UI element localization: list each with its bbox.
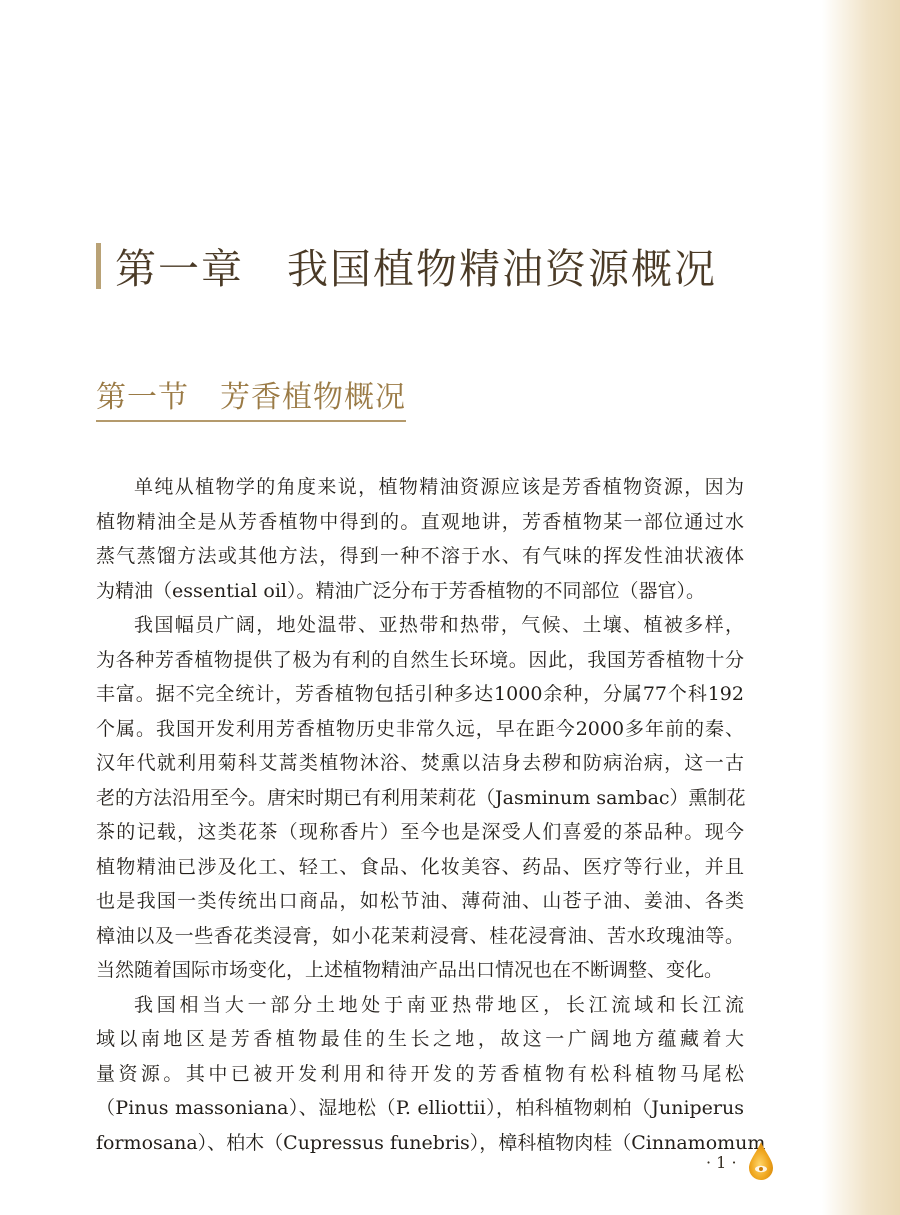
page-edge-shading xyxy=(822,0,900,1215)
text-line: 植物精油全是从芳香植物中得到的。直观地讲，芳香植物某一部位通过水 xyxy=(96,510,744,533)
section-title: 第一节 芳香植物概况 xyxy=(96,372,406,422)
text-line: formosana）、柏木（Cupressus funebris），樟科植物肉桂（Cinnamomum xyxy=(96,1131,766,1154)
text-line: 丰富。据不完全统计，芳香植物包括引种多达1000余种，分属77个科192 xyxy=(96,683,744,705)
text-line: 量资源。其中已被开发利用和待开发的芳香植物有松科植物马尾松 xyxy=(96,1062,744,1085)
body-text xyxy=(96,470,766,1160)
text-line: 我国幅员广阔，地处温带、亚热带和热带，气候、土壤、植被多样， xyxy=(134,614,744,636)
text-line: 老的方法沿用至今。唐宋时期已有利用茉莉花（Jasminum sambac）熏制花 xyxy=(96,786,746,809)
text-line: 为精油（essential oil）。精油广泛分布于芳香植物的不同部位（器官）。 xyxy=(96,579,705,602)
text-line: 蒸气蒸馏方法或其他方法，得到一种不溶于水、有气味的挥发性油状液体 xyxy=(96,545,744,567)
text-line: 茶的记载，这类花茶（现称香片）至今也是深受人们喜爱的茶品种。现今 xyxy=(96,821,744,843)
page-number: · 1 · xyxy=(706,1153,737,1172)
text-line: 为各种芳香植物提供了极为有利的自然生长环境。因此，我国芳香植物十分 xyxy=(96,648,744,671)
chapter-bar xyxy=(96,243,101,289)
text-line: 也是我国一类传统出口商品，如松节油、薄荷油、山苍子油、姜油、各类 xyxy=(96,890,744,912)
text-line: 个属。我国开发利用芳香植物历史非常久远，早在距今2000多年前的秦、 xyxy=(96,717,744,740)
text-line: 域以南地区是芳香植物最佳的生长之地，故这一广阔地方蕴藏着大 xyxy=(96,1028,744,1050)
text-line: 我国相当大一部分土地处于南亚热带地区，长江流域和长江流 xyxy=(134,993,744,1016)
text-line: 单纯从植物学的角度来说，植物精油资源应该是芳香植物资源，因为 xyxy=(134,476,744,498)
chapter-title: 第一章 我国植物精油资源概况 xyxy=(115,245,717,293)
text-line: （Pinus massoniana）、湿地松（P. elliottii），柏科植物刺柏（Juniperus xyxy=(96,1097,744,1119)
oil-drop-icon xyxy=(747,1140,775,1182)
text-line: 汉年代就利用菊科艾蒿类植物沐浴、焚熏以洁身去秽和防病治病，这一古 xyxy=(96,752,744,774)
text-line: 樟油以及一些香花类浸膏，如小花茉莉浸膏、桂花浸膏油、苦水玫瑰油等。 xyxy=(96,924,744,947)
text-line: 植物精油已涉及化工、轻工、食品、化妆美容、药品、医疗等行业，并且 xyxy=(96,855,744,878)
chapter-heading xyxy=(96,236,717,295)
text-line: 当然随着国际市场变化，上述植物精油产品出口情况也在不断调整、变化。 xyxy=(96,959,724,981)
